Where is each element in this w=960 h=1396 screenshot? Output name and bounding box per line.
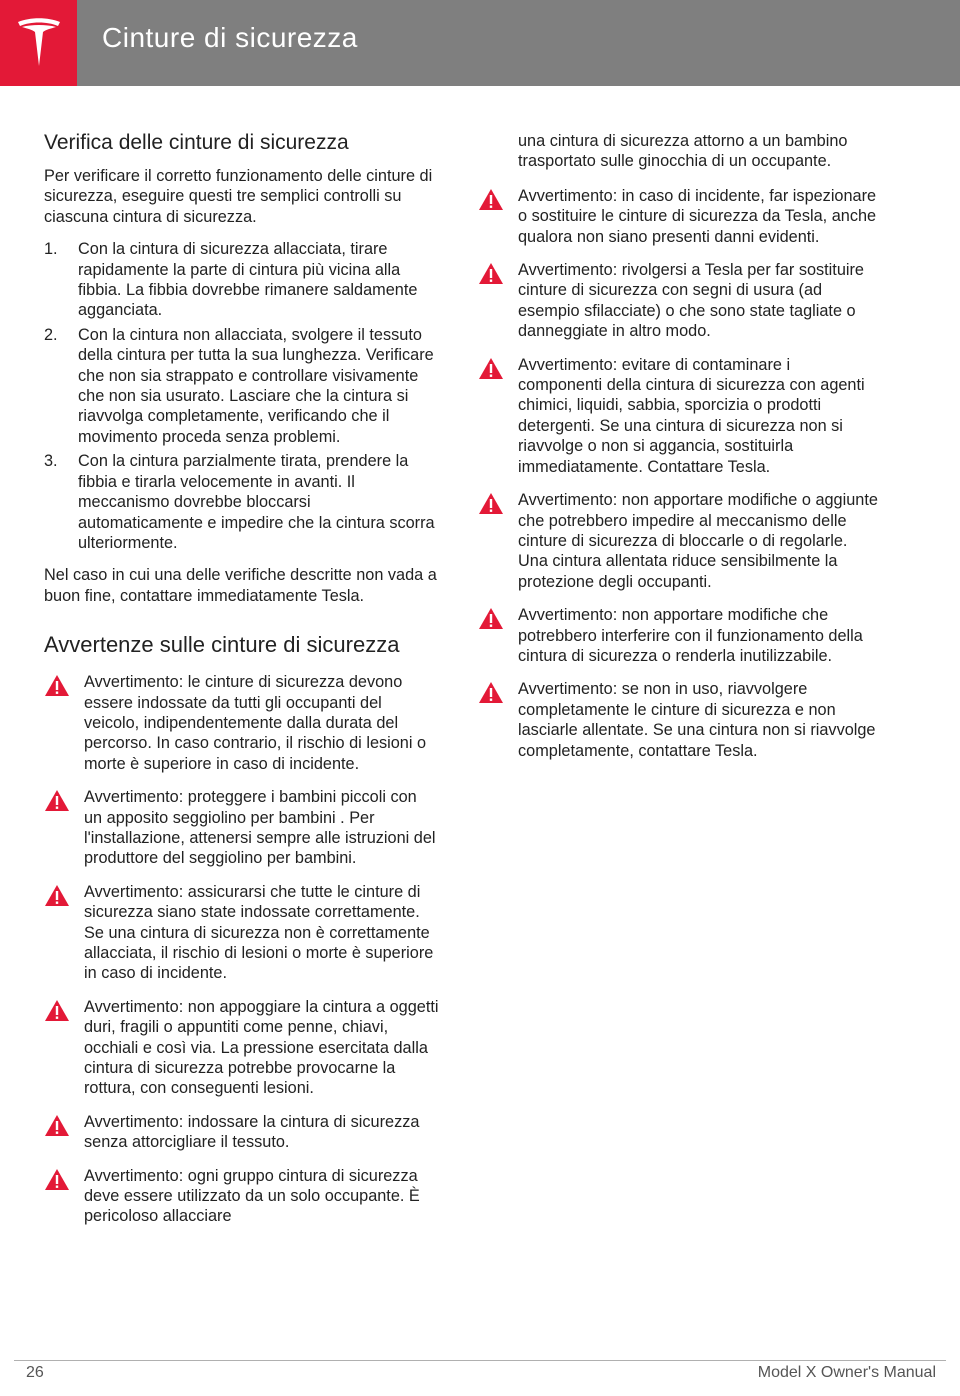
- warning-text: Avvertimento: indossare la cintura di sicurezza senza attorcigliare il tessuto.: [84, 1112, 420, 1152]
- warning-triangle-icon: [478, 681, 504, 704]
- warning-item: [478, 679, 878, 761]
- warning-text: Avvertimento: ogni gruppo cintura di sicurezza deve essere utilizzato da un solo occupante. È pericoloso allacciare: [84, 1166, 420, 1226]
- warning-triangle-icon: [44, 789, 70, 812]
- tesla-logo-icon: [0, 0, 77, 86]
- page-number: 26: [26, 1364, 44, 1381]
- warning-item: [478, 260, 878, 342]
- warning-triangle-icon: [478, 262, 504, 285]
- warning-triangle-icon: [44, 884, 70, 907]
- warning-triangle-icon: [44, 1168, 70, 1191]
- step-text: Con la cintura parzialmente tirata, prendere la fibbia e tirarla velocemente in avanti. Il meccanismo dovrebbe bloccarsi automaticamente e impedire che la cintura scorra ulteriormente.: [78, 452, 435, 552]
- warning-triangle-icon: [478, 188, 504, 211]
- warning-text: Avvertimento: in caso di incidente, far ispezionare o sostituire le cinture di sicurezza da Tesla, anche qualora non siano presenti danni evidenti.: [518, 186, 877, 246]
- warning-item: [44, 787, 439, 869]
- warning-text: Avvertimento: se non in uso, riavvolgere completamente le cinture di sicurezza e non lasciarle allentate. Se una cintura non si riavvolge completamente, contattare Tesla.: [518, 680, 876, 760]
- list-item: [44, 325, 439, 447]
- warning-item: [478, 605, 878, 666]
- warning-text: Avvertimento: proteggere i bambini piccoli con un apposito seggiolino per bambini . Per l'installazione, attenersi sempre alle istruzioni del produttore del seggiolino per bambini.: [84, 788, 436, 868]
- footer-divider: [14, 1360, 946, 1361]
- outro-paragraph: Nel caso in cui una delle verifiche descritte non vada a buon fine, contattare immediatamente Tesla.: [44, 566, 437, 605]
- warning-triangle-icon: [44, 674, 70, 697]
- step-number: 3.: [44, 452, 58, 471]
- warning-text: Avvertimento: rivolgersi a Tesla per far sostituire cinture di sicurezza con segni di usura (ad esempio sfilacciate) o che sono state tagliate o danneggiate in altro modo.: [518, 261, 864, 341]
- left-column: [44, 124, 439, 1240]
- check-steps-list: [44, 239, 439, 553]
- warning-item: [44, 882, 439, 984]
- list-item: [44, 451, 439, 553]
- warning-item: [44, 672, 439, 774]
- warning-triangle-icon: [478, 492, 504, 515]
- warning-text: Avvertimento: non apportare modifiche o aggiunte che potrebbero impedire al meccanismo delle cinture di sicurezza di bloccarle o di regolarle. Una cintura allentata riduce sensibilmente la protezione degli occupanti.: [518, 491, 878, 591]
- warning-item: [44, 1166, 439, 1227]
- warning-text: Avvertimento: non apportare modifiche che potrebbero interferire con il funzionamento della cintura di sicurezza o renderla inutilizzabile.: [518, 606, 863, 665]
- page-title: Cinture di sicurezza: [102, 22, 358, 53]
- warning-text: Avvertimento: non appoggiare la cintura a oggetti duri, fragili o appuntiti come penne, chiavi, occhiali e così via. La pressione esercitata dalla cintura di sicurezza potrebbe provocarne la rottura, con conseguenti lesioni.: [84, 997, 439, 1098]
- warning-triangle-icon: [44, 1114, 70, 1137]
- section-heading-warnings: Avvertenze sulle cinture di sicurezza: [44, 632, 400, 658]
- step-number: 2.: [44, 325, 58, 344]
- warning-triangle-icon: [478, 357, 504, 380]
- step-text: Con la cintura di sicurezza allacciata, tirare rapidamente la parte di cintura più vicina alla fibbia. La fibbia dovrebbe rimanere saldamente agganciata.: [78, 240, 418, 320]
- warning-item: [44, 1112, 439, 1153]
- warning-item: [478, 490, 878, 592]
- warning-item: [478, 186, 878, 247]
- list-item: [44, 239, 439, 321]
- manual-title: Model X Owner's Manual: [757, 1364, 936, 1381]
- warning-item: [44, 997, 439, 1099]
- warning-continuation: una cintura di sicurezza attorno a un bambino trasportato sulle ginocchia di un occupante.: [518, 132, 848, 171]
- warning-text: Avvertimento: evitare di contaminare i componenti della cintura di sicurezza con agenti chimici, liquidi, sabbia, sporcizia o prodotti detergenti. Se una cintura di sicurezza non si riavvolge o non si aggancia, sostituirla immediatamente. Contattare Tesla.: [518, 355, 865, 476]
- section-heading-check: Verifica delle cinture di sicurezza: [44, 131, 349, 154]
- warning-triangle-icon: [44, 999, 70, 1022]
- right-column: [478, 131, 878, 774]
- intro-paragraph: Per verificare il corretto funzionamento delle cinture di sicurezza, eseguire questi tre semplici controlli su ciascuna cintura di sicurezza.: [44, 167, 433, 226]
- warning-text: Avvertimento: le cinture di sicurezza devono essere indossate da tutti gli occupanti del veicolo, indipendentemente dalla durata del percorso. In caso contrario, il rischio di lesioni o morte è superiore in caso di incidente.: [84, 673, 427, 773]
- warning-text: Avvertimento: assicurarsi che tutte le cinture di sicurezza siano state indossate correttamente. Se una cintura di sicurezza non è correttamente allacciata, il rischio di lesioni o morte è superiore in caso di incidente.: [84, 882, 434, 983]
- warning-item: [478, 355, 878, 477]
- page-header: [0, 0, 960, 86]
- step-text: Con la cintura non allacciata, svolgere il tessuto della cintura per tutta la sua lunghezza. Verificare che non sia strappato e controllare visivamente che non sia usurato. Lasciare che la cintura si riavvolga completamente, verificando che il movimento proceda senza problemi.: [78, 325, 434, 446]
- warning-triangle-icon: [478, 607, 504, 630]
- step-number: 1.: [44, 240, 58, 259]
